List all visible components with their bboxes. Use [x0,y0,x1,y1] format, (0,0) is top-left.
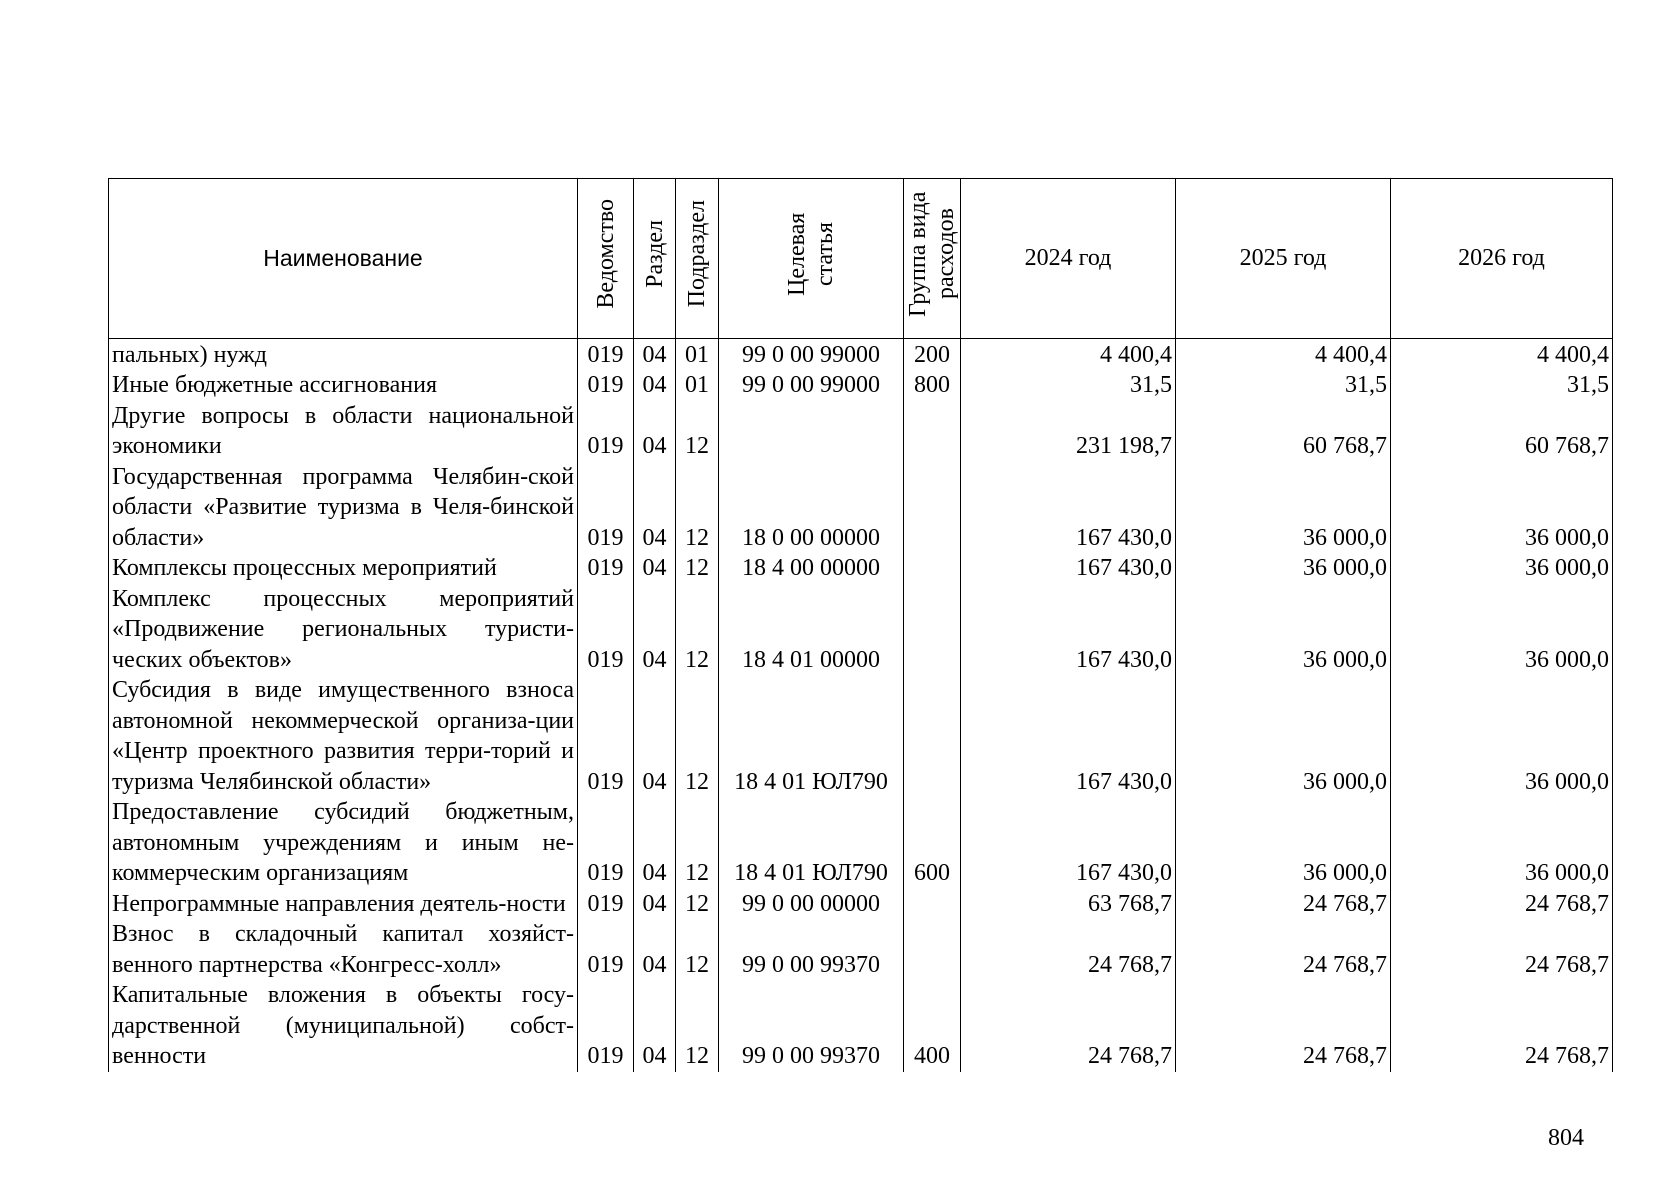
row-2025: 36 000,0 [1176,675,1391,797]
table-row [109,675,1613,797]
row-gruppa [904,675,961,797]
row-2025: 36 000,0 [1176,553,1391,584]
row-2025: 31,5 [1176,370,1391,401]
row-2026: 31,5 [1391,370,1613,401]
row-celevaya: 99 0 00 99000 [719,338,904,370]
row-2025: 24 768,7 [1176,889,1391,920]
row-2026: 36 000,0 [1391,797,1613,889]
row-name: Предоставление субсидий бюджетным, автономным учреждениям и иным не-коммерческим организациям [109,797,578,889]
row-2025: 4 400,4 [1176,338,1391,370]
table-row [109,584,1613,676]
table-body [109,338,1613,1072]
row-celevaya: 99 0 00 00000 [719,889,904,920]
row-2026: 36 000,0 [1391,462,1613,554]
row-razdel: 04 [634,584,676,676]
row-name: Взнос в складочный капитал хозяйст-венного партнерства «Конгресс-холл» [109,919,578,980]
row-2026: 60 768,7 [1391,401,1613,462]
row-vedomstvo: 019 [578,797,634,889]
row-razdel: 04 [634,797,676,889]
row-2024: 24 768,7 [961,919,1176,980]
header-name: Наименование [109,179,578,339]
row-vedomstvo: 019 [578,675,634,797]
table-row [109,370,1613,401]
table-row [109,980,1613,1072]
row-vedomstvo: 019 [578,401,634,462]
table-row [109,919,1613,980]
row-celevaya: 18 0 00 00000 [719,462,904,554]
table-row [109,338,1613,370]
row-2024: 167 430,0 [961,584,1176,676]
row-celevaya: 18 4 01 ЮЛ790 [719,675,904,797]
row-2025: 36 000,0 [1176,797,1391,889]
row-podrazdel: 01 [676,370,719,401]
row-gruppa [904,553,961,584]
row-razdel: 04 [634,338,676,370]
row-gruppa [904,889,961,920]
row-vedomstvo: 019 [578,919,634,980]
row-celevaya [719,401,904,462]
row-2025: 36 000,0 [1176,462,1391,554]
row-name: Другие вопросы в области национальной экономики [109,401,578,462]
row-podrazdel: 12 [676,675,719,797]
row-razdel: 04 [634,919,676,980]
row-gruppa: 400 [904,980,961,1072]
row-2024: 24 768,7 [961,980,1176,1072]
row-vedomstvo: 019 [578,338,634,370]
row-podrazdel: 12 [676,401,719,462]
header-razdel: Раздел [634,179,676,339]
row-2026: 4 400,4 [1391,338,1613,370]
row-vedomstvo: 019 [578,462,634,554]
row-vedomstvo: 019 [578,370,634,401]
row-2026: 24 768,7 [1391,980,1613,1072]
row-2025: 24 768,7 [1176,919,1391,980]
header-vedomstvo: Ведомство [578,179,634,339]
row-2026: 36 000,0 [1391,675,1613,797]
row-razdel: 04 [634,553,676,584]
table-row [109,553,1613,584]
row-podrazdel: 01 [676,338,719,370]
row-podrazdel: 12 [676,553,719,584]
row-gruppa [904,462,961,554]
row-gruppa: 600 [904,797,961,889]
table-row [109,889,1613,920]
row-name: Иные бюджетные ассигнования [109,370,578,401]
row-podrazdel: 12 [676,919,719,980]
row-celevaya: 18 4 01 ЮЛ790 [719,797,904,889]
row-2024: 167 430,0 [961,675,1176,797]
table-header [109,179,1613,339]
row-podrazdel: 12 [676,889,719,920]
row-gruppa [904,919,961,980]
row-2025: 60 768,7 [1176,401,1391,462]
row-2024: 63 768,7 [961,889,1176,920]
row-name: Государственная программа Челябин-ской области «Развитие туризма в Челя-бинской области» [109,462,578,554]
row-2026: 36 000,0 [1391,584,1613,676]
row-celevaya: 18 4 01 00000 [719,584,904,676]
row-2025: 36 000,0 [1176,584,1391,676]
row-name: Субсидия в виде имущественного взноса автономной некоммерческой организа-ции «Центр проектного развития терри-торий и туризма Челябинской области» [109,675,578,797]
row-vedomstvo: 019 [578,584,634,676]
row-razdel: 04 [634,980,676,1072]
row-podrazdel: 12 [676,797,719,889]
row-2024: 231 198,7 [961,401,1176,462]
page-number: 804 [1548,1125,1584,1151]
row-vedomstvo: 019 [578,980,634,1072]
row-gruppa [904,401,961,462]
table-row [109,401,1613,462]
row-razdel: 04 [634,370,676,401]
row-2024: 167 430,0 [961,462,1176,554]
row-2025: 24 768,7 [1176,980,1391,1072]
budget-table [108,178,1613,1072]
row-razdel: 04 [634,889,676,920]
row-razdel: 04 [634,401,676,462]
header-2026: 2026 год [1391,179,1613,339]
row-2026: 36 000,0 [1391,553,1613,584]
table-row [109,797,1613,889]
header-2025: 2025 год [1176,179,1391,339]
row-gruppa: 800 [904,370,961,401]
header-2024: 2024 год [961,179,1176,339]
row-name: Комплекс процессных мероприятий «Продвижение региональных туристи-ческих объектов» [109,584,578,676]
row-razdel: 04 [634,675,676,797]
row-2024: 167 430,0 [961,797,1176,889]
row-gruppa: 200 [904,338,961,370]
row-podrazdel: 12 [676,462,719,554]
row-name: Комплексы процессных мероприятий [109,553,578,584]
row-gruppa [904,584,961,676]
row-podrazdel: 12 [676,584,719,676]
row-2026: 24 768,7 [1391,889,1613,920]
table-row [109,462,1613,554]
row-name: пальных) нужд [109,338,578,370]
row-vedomstvo: 019 [578,553,634,584]
header-gruppa: Группа вида расходов [904,179,961,339]
header-podrazdel: Подраздел [676,179,719,339]
row-name: Капитальные вложения в объекты госу-дарственной (муниципальной) собст-венности [109,980,578,1072]
row-celevaya: 18 4 00 00000 [719,553,904,584]
row-vedomstvo: 019 [578,889,634,920]
row-2026: 24 768,7 [1391,919,1613,980]
row-razdel: 04 [634,462,676,554]
row-celevaya: 99 0 00 99370 [719,919,904,980]
row-celevaya: 99 0 00 99370 [719,980,904,1072]
header-celevaya: Целевая статья [719,179,904,339]
row-2024: 4 400,4 [961,338,1176,370]
row-2024: 167 430,0 [961,553,1176,584]
row-2024: 31,5 [961,370,1176,401]
row-celevaya: 99 0 00 99000 [719,370,904,401]
row-name: Непрограммные направления деятель-ности [109,889,578,920]
row-podrazdel: 12 [676,980,719,1072]
